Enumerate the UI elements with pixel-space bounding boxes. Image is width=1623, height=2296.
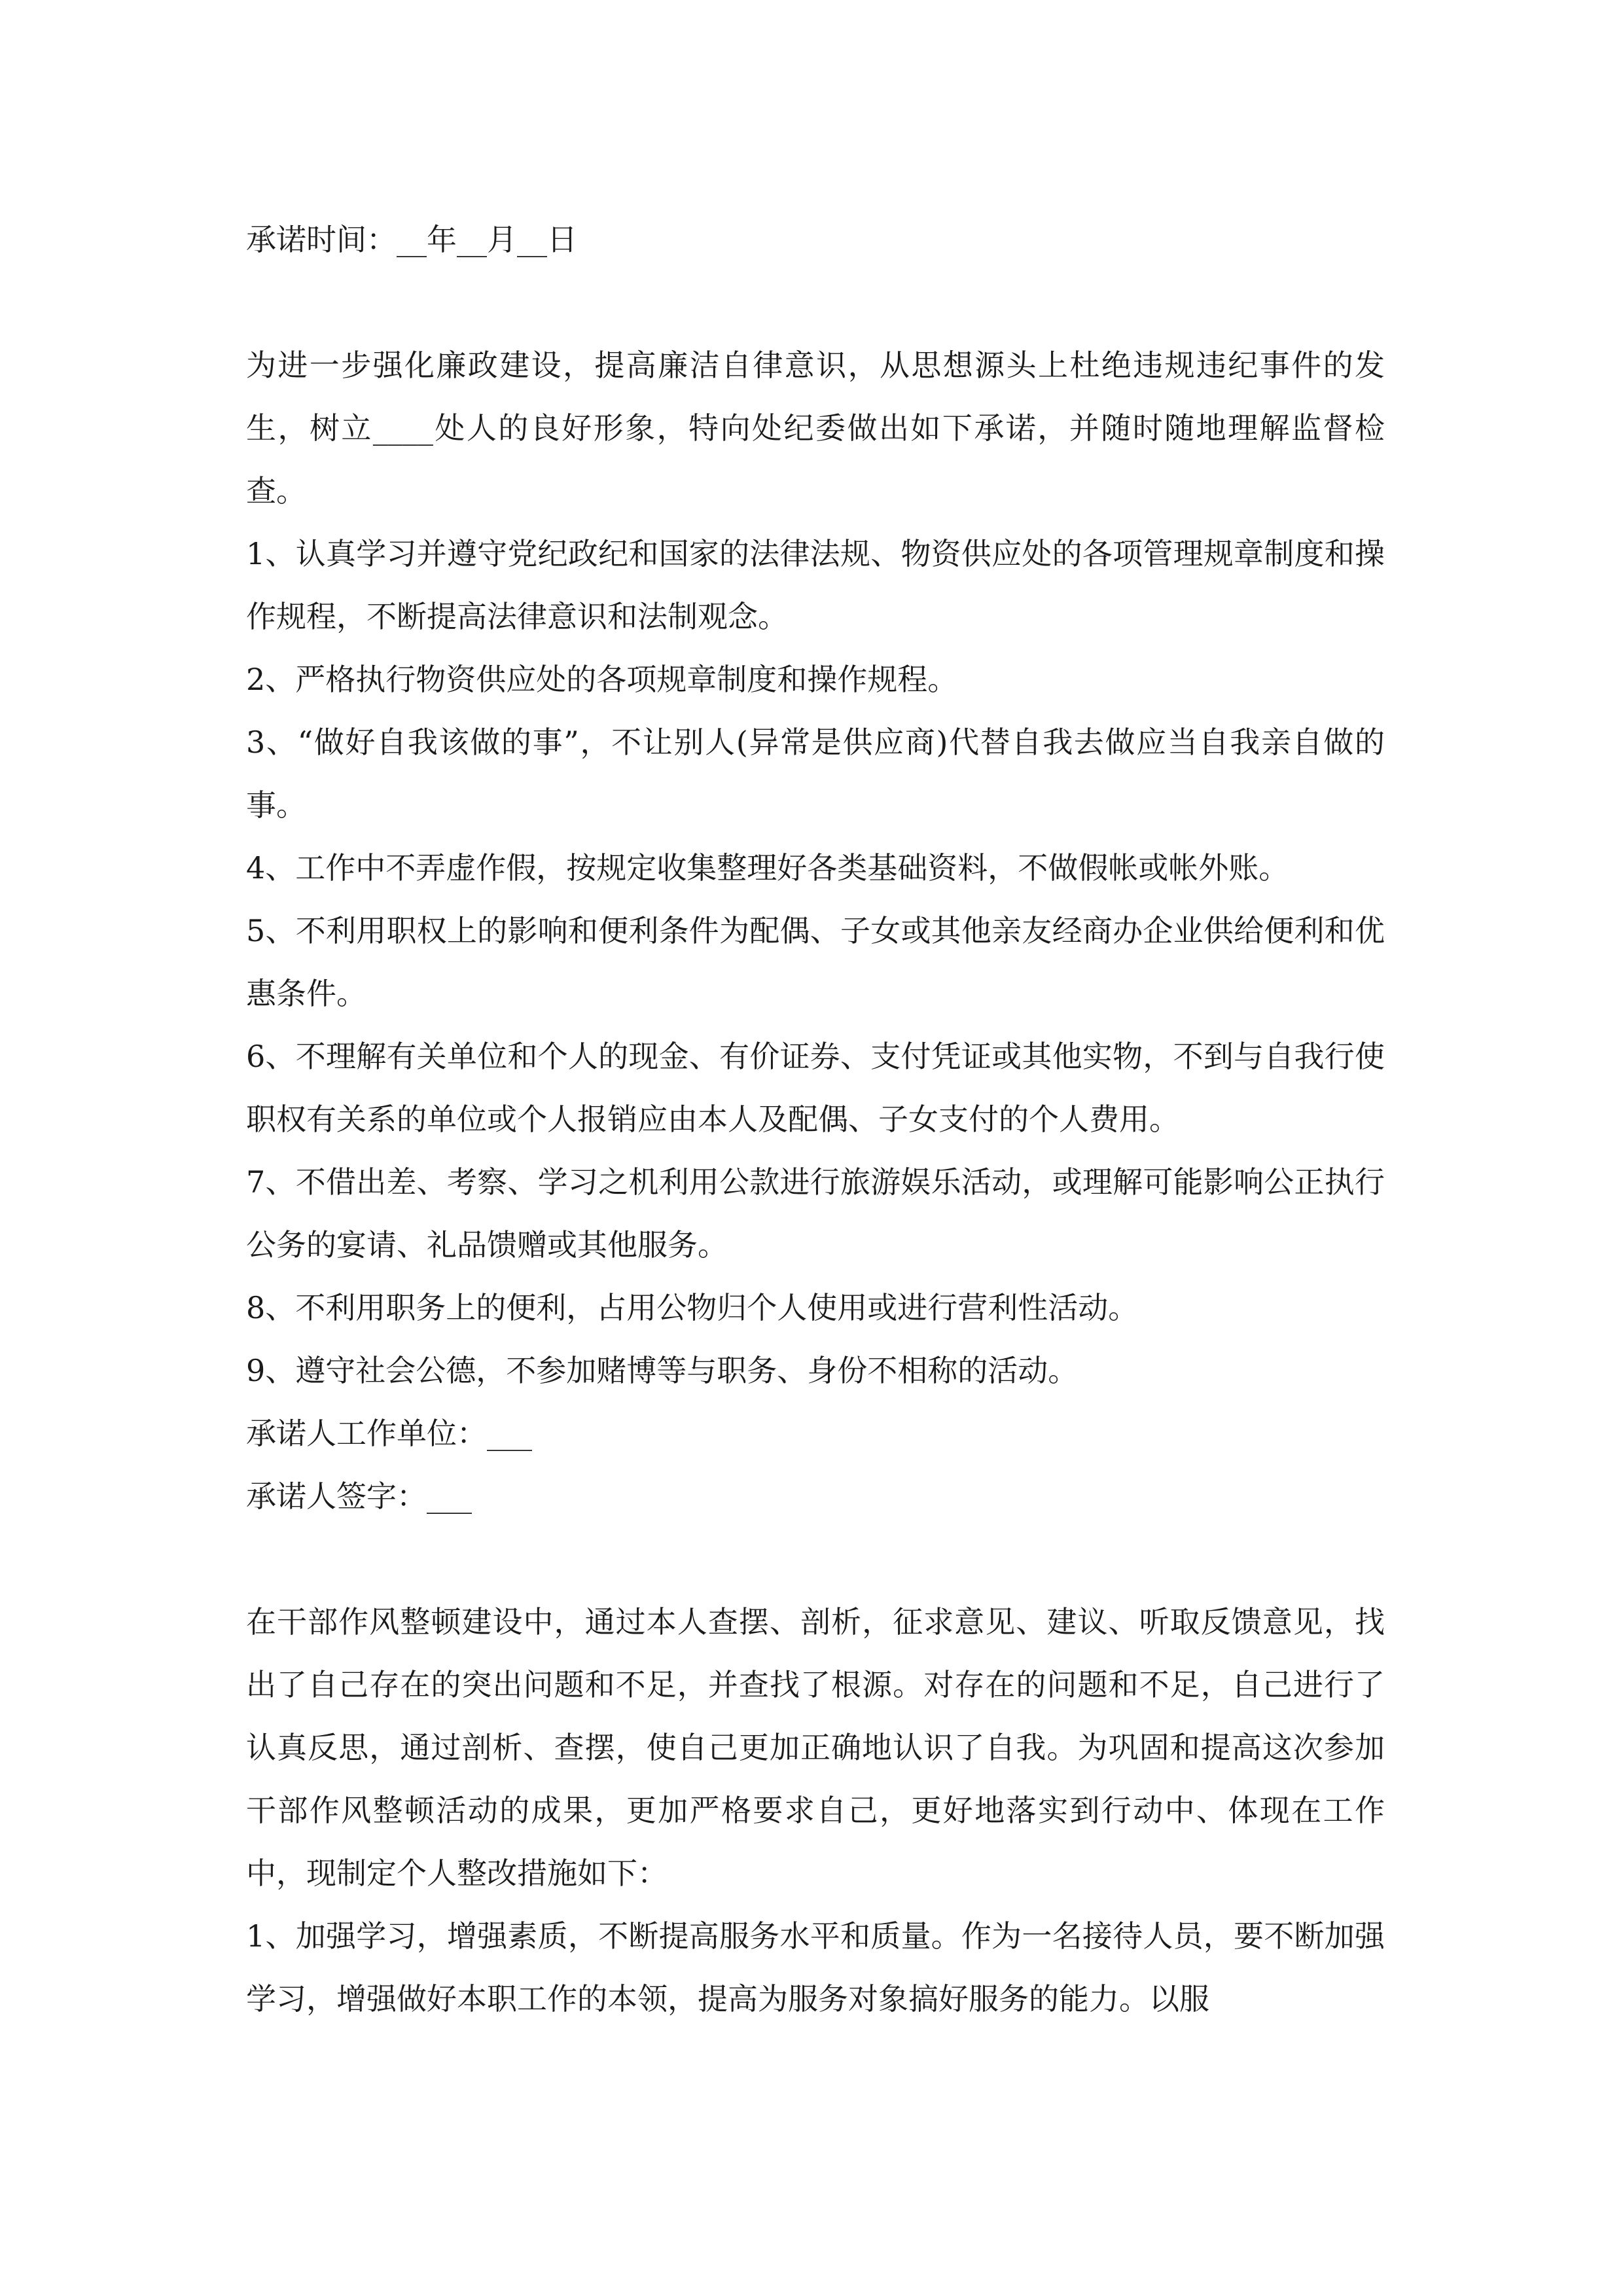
commitment-signature-line: 承诺人签字：___ (246, 1479, 472, 1514)
commitment-item-6: 6、不理解有关单位和个人的现金、有价证券、支付凭证或其他实物，不到与自我行使职权有关系的单位或个人报销应由本人及配偶、子女支付的个人费用。 (246, 1039, 1385, 1137)
commitment-item-7: 7、不借出差、考察、学习之机利用公款进行旅游娱乐活动，或理解可能影响公正执行公务的宴请、礼品馈赠或其他服务。 (246, 1164, 1385, 1263)
document-body (246, 208, 1385, 2030)
paragraph-gap (246, 1528, 1385, 1590)
rectification-intro-paragraph: 在干部作风整顿建设中，通过本人查摆、剖析，征求意见、建议、听取反馈意见，找出了自己存在的突出问题和不足，并查找了根源。对存在的问题和不足，自己进行了认真反思，通过剖析、查摆，使自己更加正确地认识了自我。为巩固和提高这次参加干部作风整顿活动的成果，更加严格要求自己，更好地落实到行动中、体现在工作中，现制定个人整改措施如下： (246, 1604, 1385, 1891)
paragraph-gap (246, 271, 1385, 334)
rectification-item-1: 1、加强学习，增强素质，不断提高服务水平和质量。作为一名接待人员，要不断加强学习，增强做好本职工作的本领，提高为服务对象搞好服务的能力。以服 (246, 1918, 1385, 2017)
commitment-item-8: 8、不利用职务上的便利，占用公物归个人使用或进行营利性活动。 (246, 1290, 1139, 1325)
commitment-item-5: 5、不利用职权上的影响和便利条件为配偶、子女或其他亲友经商办企业供给便利和优惠条件。 (246, 913, 1385, 1011)
commitment-unit-line: 承诺人工作单位：___ (246, 1416, 532, 1451)
commitment-item-2: 2、严格执行物资供应处的各项规章制度和操作规程。 (246, 662, 958, 697)
commitment-item-9: 9、遵守社会公德，不参加赌博等与职务、身份不相称的活动。 (246, 1353, 1079, 1388)
commitment-item-4: 4、工作中不弄虚作假，按规定收集整理好各类基础资料，不做假帐或帐外账。 (246, 850, 1289, 886)
commitment-date-line: 承诺时间：__年__月__日 (246, 222, 577, 257)
commitment-item-1: 1、认真学习并遵守党纪政纪和国家的法律法规、物资供应处的各项管理规章制度和操作规程，不断提高法律意识和法制观念。 (246, 536, 1385, 634)
commitment-item-3: 3、“做好自我该做的事”，不让别人(异常是供应商)代替自我去做应当自我亲自做的事。 (246, 725, 1385, 823)
commitment-intro-paragraph: 为进一步强化廉政建设，提高廉洁自律意识，从思想源头上杜绝违规违纪事件的发生，树立____处人的良好形象，特向处纪委做出如下承诺，并随时随地理解监督检查。 (246, 348, 1385, 509)
